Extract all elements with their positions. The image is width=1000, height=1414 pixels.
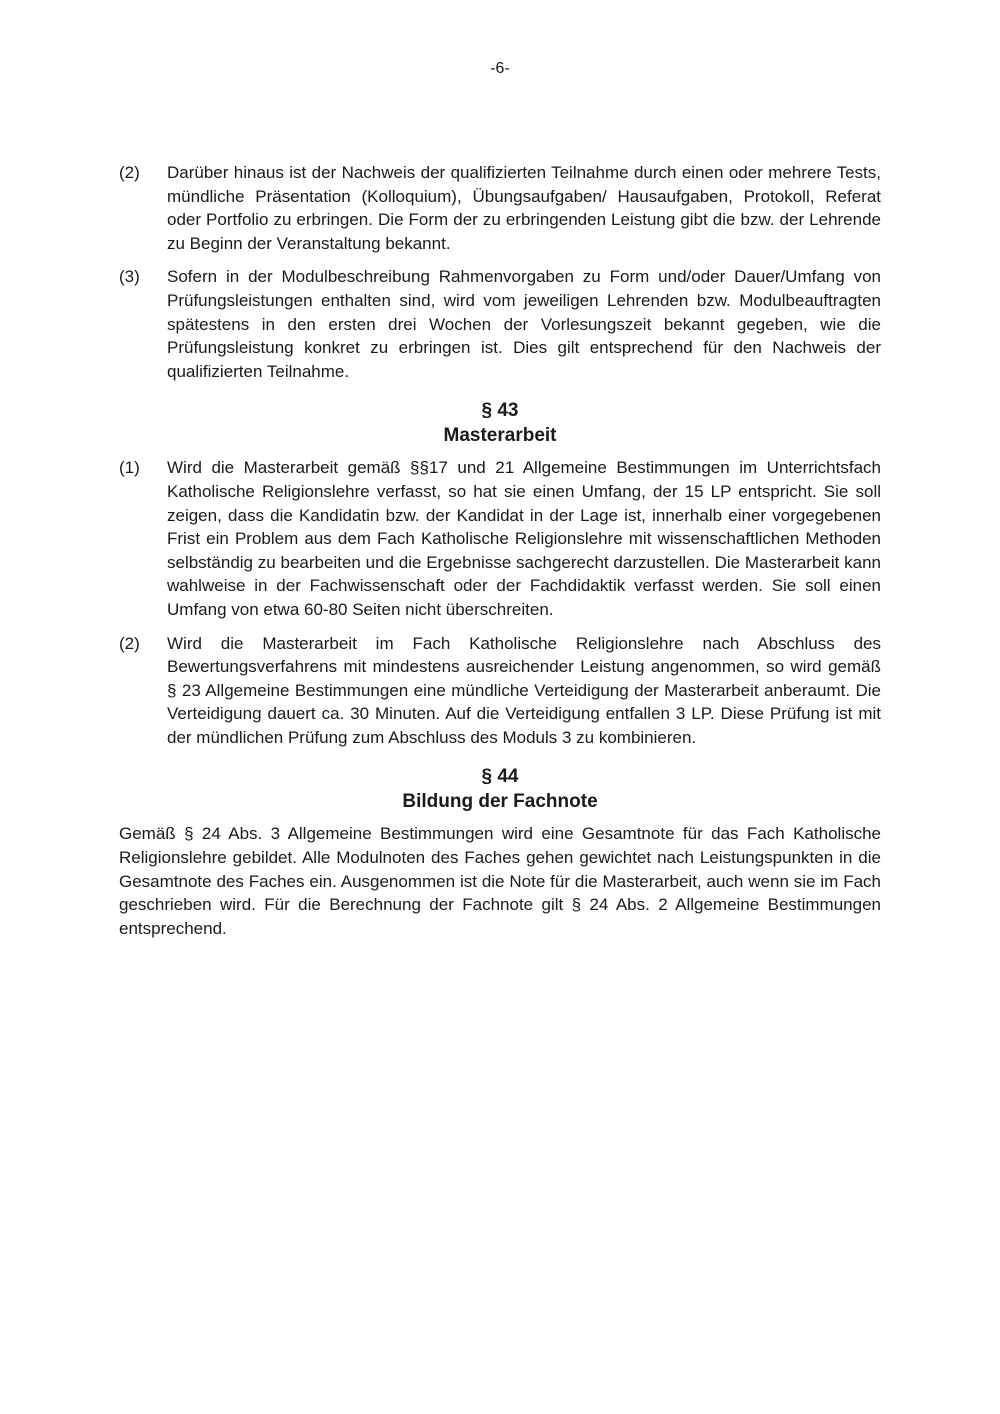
paragraph-text: Wird die Masterarbeit gemäß §§17 und 21 Allgemeine Bestimmungen im Unterrichtsfach Katholische Religionslehre verfasst, so hat sie einen Umfang, der 15 LP entspricht. Sie soll zeigen, dass die Kandidatin bzw. der Kandidat in der Lage ist, innerhalb einer vorgegebenen Frist ein Problem aus dem Fach Katholische Religionslehre mit wissenschaftlichen Methoden selbständig zu bearbeiten und die Ergebnisse sachgerecht darzustellen. Die Masterarbeit kann wahlweise in der Fachwissenschaft oder der Fachdidaktik verfasst werden. Sie soll einen Umfang von etwa 60-80 Seiten nicht überschreiten.: [167, 458, 881, 619]
section-44-heading: [119, 764, 881, 814]
paragraph-text: Sofern in der Modulbeschreibung Rahmenvorgaben zu Form und/oder Dauer/Umfang von Prüfungsleistungen enthalten sind, wird vom jeweiligen Lehrenden bzw. Modulbeauftragten spätestens in den ersten drei Wochen der Vorlesungszeit bekannt gegeben, wie die Prüfungsleistung konkret zu erbringen ist. Dies gilt entsprechend für den Nachweis der qualifizierten Teilnahme.: [167, 267, 881, 381]
section-title: Bildung der Fachnote: [402, 791, 598, 813]
page-number: -6-: [490, 60, 510, 77]
paragraph-number: (2): [119, 163, 140, 182]
section-number: § 43: [481, 400, 519, 422]
section-43-heading: [119, 398, 881, 448]
paragraph-43-2: [119, 632, 881, 750]
paragraph-43-1: [119, 456, 881, 621]
paragraph-42-3: [119, 265, 881, 383]
paragraph-number: (1): [119, 458, 140, 478]
paragraph-text: Darüber hinaus ist der Nachweis der qualifizierten Teilnahme durch einen oder mehrere Tests, mündliche Präsentation (Kolloquium), Übungsaufgaben/ Hausaufgaben, Protokoll, Referat oder Portfolio zu erbringen. Die Form der zu erbringenden Leistung gibt die bzw. der Lehrende zu Beginn der Veranstaltung bekannt.: [167, 163, 881, 253]
section-44-text: Gemäß § 24 Abs. 3 Allgemeine Bestimmungen wird eine Gesamtnote für das Fach Katholische Religionslehre gebildet. Alle Modulnoten des Faches gehen gewichtet nach Leistungspunkten in die Gesamtnote des Faches ein. Ausgenommen ist die Note für die Masterarbeit, auch wenn sie im Fach geschrieben wird. Für die Berechnung der Fachnote gilt § 24 Abs. 2 Allgemeine Bestimmungen entsprechend.: [119, 824, 881, 938]
section-number: § 44: [481, 766, 519, 788]
paragraph-number: (3): [119, 267, 140, 287]
paragraph-text: Wird die Masterarbeit im Fach Katholische Religionslehre nach Abschluss des Bewertungsverfahrens mit mindestens ausreichender Leistung angenommen, so wird gemäß § 23 Allgemeine Bestimmungen eine mündliche Verteidigung der Masterarbeit anberaumt. Die Verteidigung dauert ca. 30 Minuten. Auf die Verteidigung entfallen 3 LP. Diese Prüfung ist mit der mündlichen Prüfung zum Abschluss des Moduls 3 zu kombinieren.: [167, 633, 881, 747]
paragraph-42-2: [119, 161, 881, 255]
document-body: [119, 161, 881, 940]
paragraph-number: (2): [119, 633, 140, 653]
section-title: Masterarbeit: [443, 425, 557, 447]
